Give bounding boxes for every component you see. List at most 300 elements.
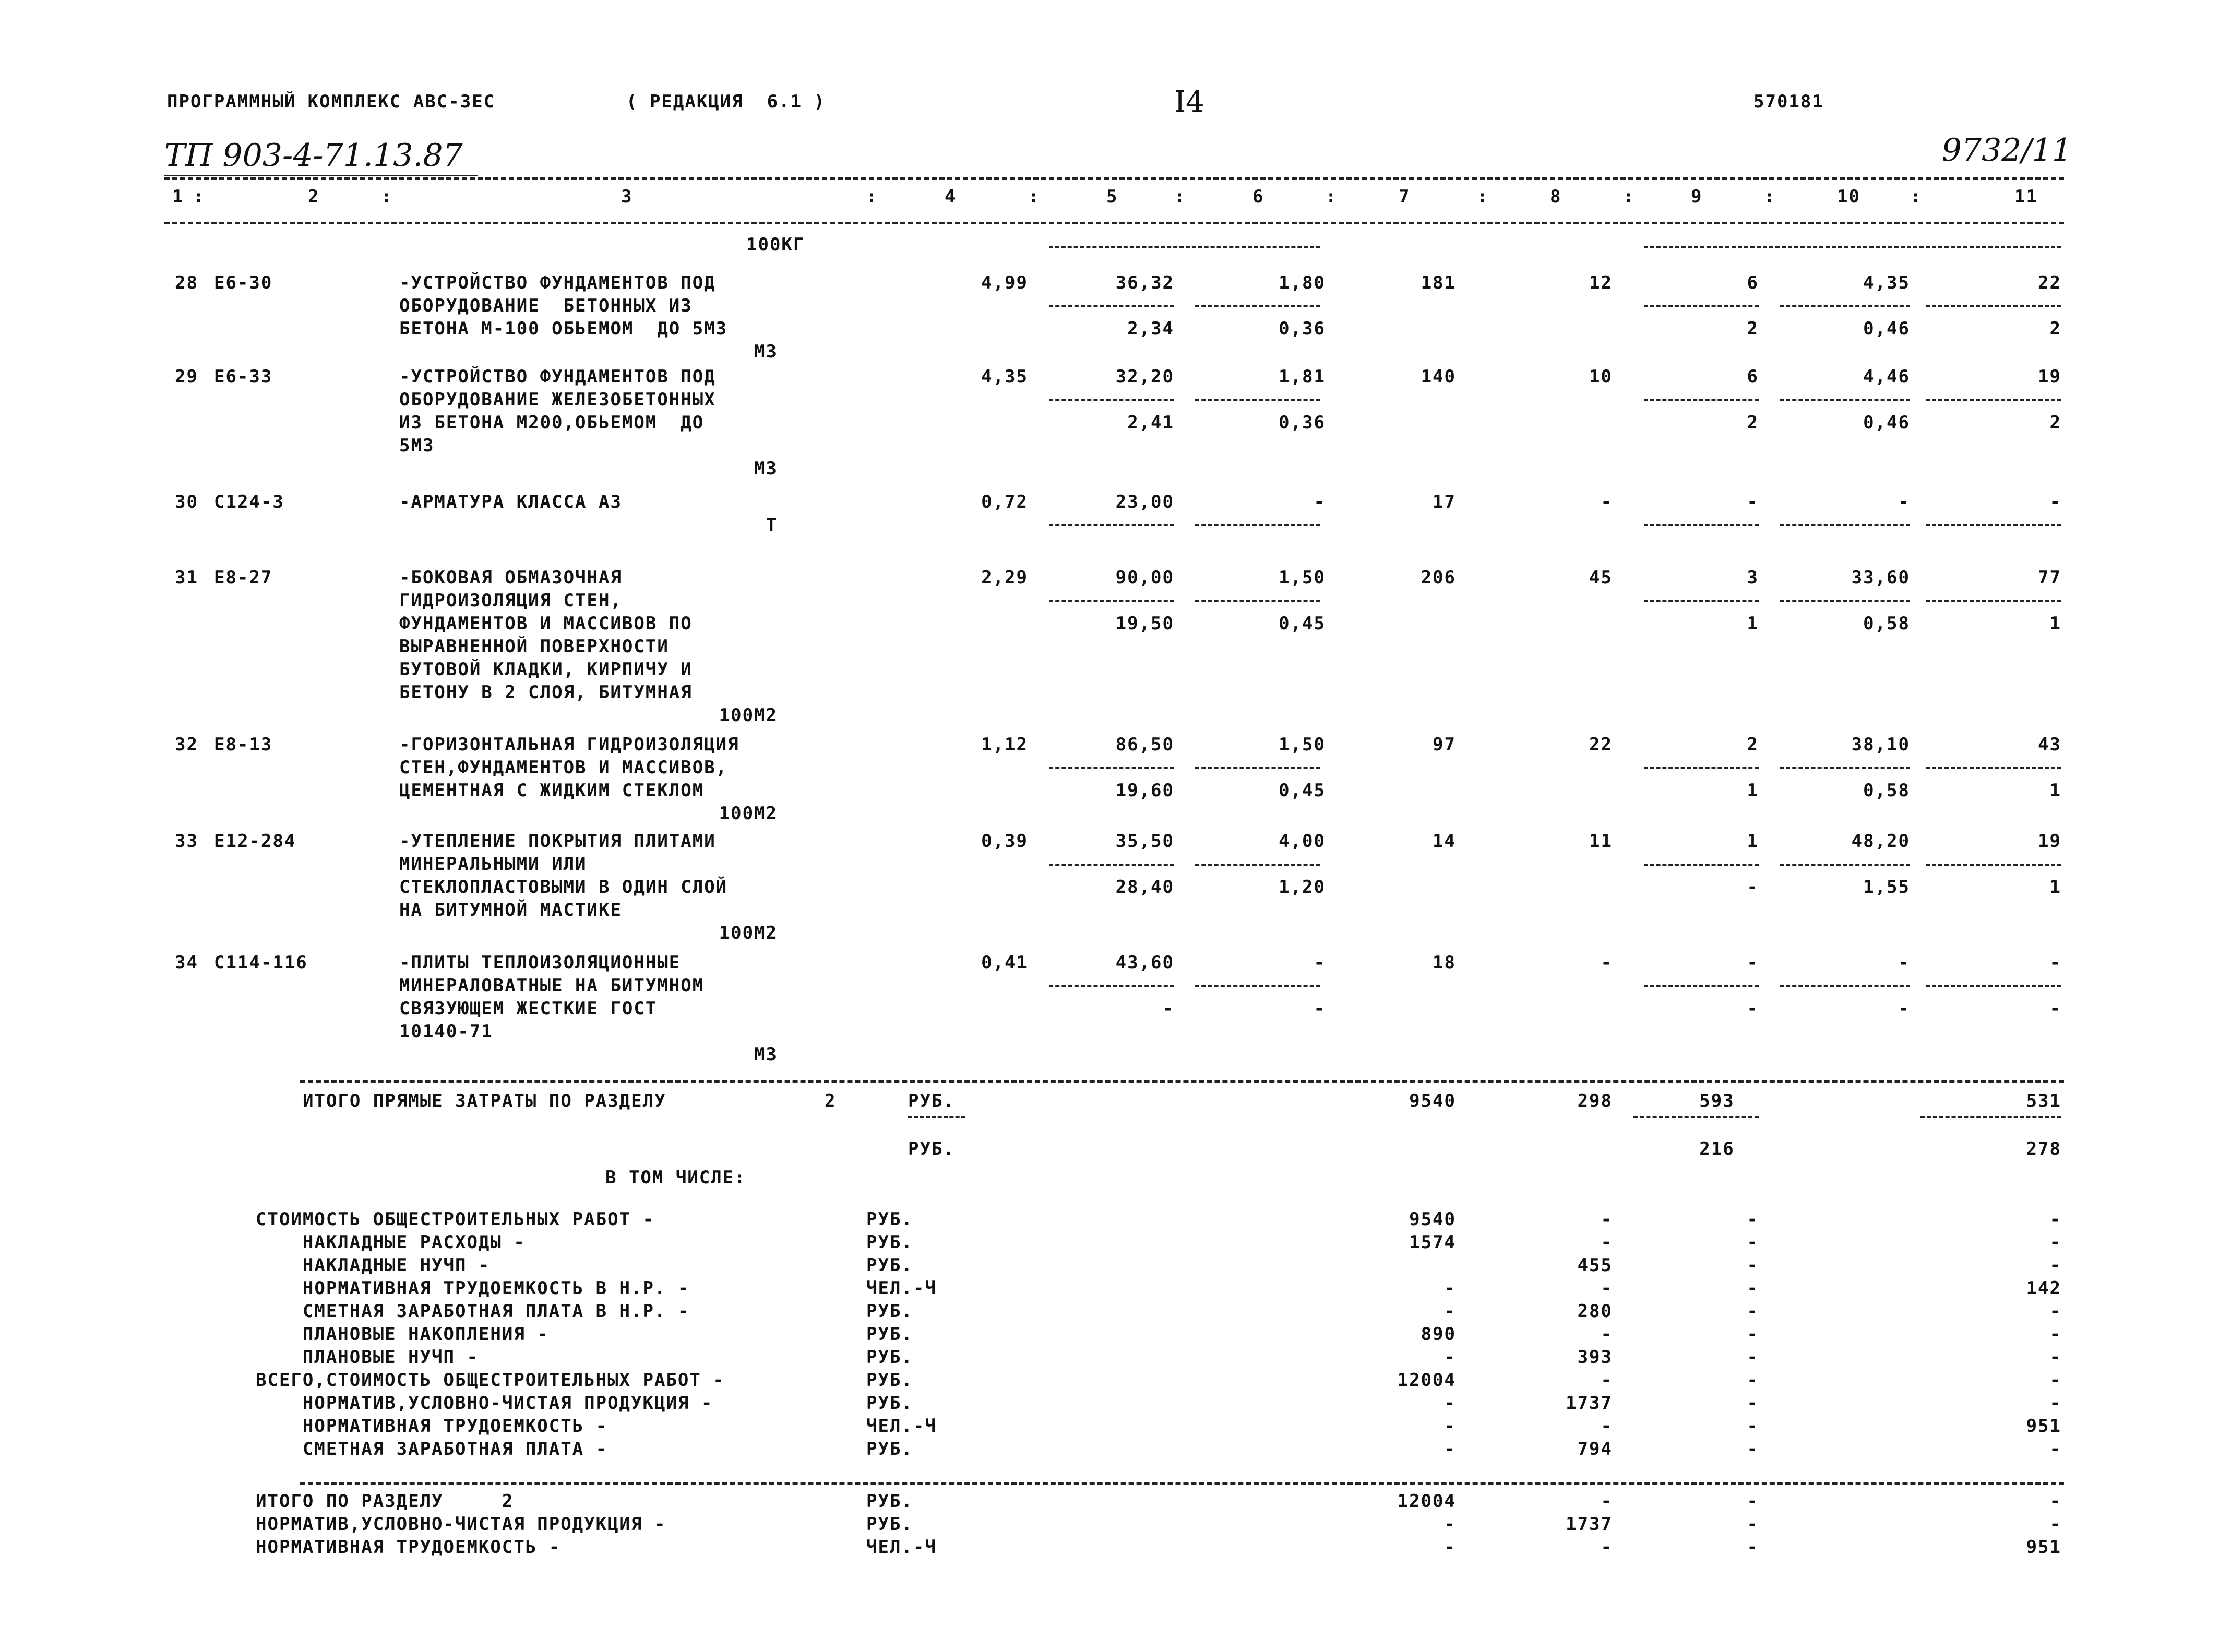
row-quantity: 0,41 <box>981 952 1028 973</box>
row-description-line: ВЫРАВНЕННОЙ ПОВЕРХНОСТИ <box>399 636 669 657</box>
row-col11-top: 22 <box>2038 272 2061 293</box>
totals-label: ИТОГО ПРЯМЫЕ ЗАТРАТЫ ПО РАЗДЕЛУ <box>303 1091 666 1111</box>
summary-label: ПЛАНОВЫЕ НУЧП - <box>256 1347 479 1368</box>
row-col6-top: 1,50 <box>1279 734 1326 755</box>
row-col6-bottom: 0,36 <box>1279 318 1326 339</box>
row-col8: - <box>1601 492 1613 512</box>
row-description-line: МИНЕРАЛЬНЫМИ ИЛИ <box>399 854 587 875</box>
row-col11-top: 77 <box>2038 567 2061 588</box>
column-header-3: 3 <box>621 186 633 207</box>
row-col9-bottom: 1 <box>1747 613 1759 634</box>
totals-unit-b: РУБ. <box>908 1139 955 1159</box>
row-col9-top: - <box>1747 952 1759 973</box>
row-number: 30 <box>175 492 198 512</box>
row-number: 28 <box>175 272 198 293</box>
summary-col8: 393 <box>1577 1347 1613 1368</box>
row-code: Е8-27 <box>214 567 273 588</box>
summary-col11: - <box>2049 1514 2061 1535</box>
summary-col11: 951 <box>2026 1416 2061 1436</box>
row-col6-top: 1,81 <box>1279 366 1326 387</box>
summary-label: СМЕТНАЯ ЗАРАБОТНАЯ ПЛАТА В Н.Р. - <box>256 1301 690 1322</box>
column-separator: : <box>1764 186 1776 207</box>
program-edition: ( РЕДАКЦИЯ 6.1 ) <box>626 91 826 112</box>
row-description-line: ИЗ БЕТОНА М200,ОБЬЕМОМ ДО <box>399 412 705 433</box>
row-col11-bottom: 1 <box>2049 613 2061 634</box>
summary-col7: 12004 <box>1397 1370 1456 1391</box>
cell-divider <box>1926 767 2061 769</box>
summary-col8: - <box>1601 1370 1613 1391</box>
summary-label: НОРМАТИВ,УСЛОВНО-ЧИСТАЯ ПРОДУКЦИЯ - <box>256 1514 666 1535</box>
program-name: ПРОГРАММНЫЙ КОМПЛЕКС АВС-3ЕС <box>167 91 496 112</box>
summary-col7: - <box>1444 1278 1456 1299</box>
totals-col11-top: 531 <box>2026 1091 2061 1111</box>
summary-col9: - <box>1747 1537 1759 1558</box>
row-col10-top: 38,10 <box>1851 734 1910 755</box>
cell-divider <box>1195 600 1320 602</box>
summary-col7: - <box>1444 1537 1456 1558</box>
row-col11-top: 19 <box>2038 366 2061 387</box>
summary-col9: - <box>1747 1514 1759 1535</box>
summary-label: НОРМАТИВНАЯ ТРУДОЕМКОСТЬ В Н.Р. - <box>256 1278 690 1299</box>
row-col5-bottom: 2,41 <box>1127 412 1174 433</box>
summary-col11: - <box>2049 1439 2061 1459</box>
summary-col8: - <box>1601 1324 1613 1345</box>
row-unit: М3 <box>754 341 778 362</box>
row-code: Е8-13 <box>214 734 273 755</box>
rule-carry-a <box>1049 246 1320 248</box>
row-col9-top: 6 <box>1747 366 1759 387</box>
summary-col11: - <box>2049 1491 2061 1512</box>
row-quantity: 2,29 <box>981 567 1028 588</box>
summary-unit: РУБ. <box>866 1393 913 1414</box>
column-separator: : <box>381 186 393 207</box>
row-col11-top: - <box>2049 952 2061 973</box>
summary-col11: - <box>2049 1232 2061 1253</box>
cell-divider <box>1644 305 1759 307</box>
row-number: 33 <box>175 831 198 852</box>
row-col7: 17 <box>1433 492 1456 512</box>
summary-label: НОРМАТИВ,УСЛОВНО-ЧИСТАЯ ПРОДУКЦИЯ - <box>256 1393 713 1414</box>
cell-divider <box>1195 524 1320 526</box>
summary-col11: - <box>2049 1393 2061 1414</box>
column-separator: : <box>1477 186 1489 207</box>
page-number: I4 <box>1174 85 1204 119</box>
row-quantity: 0,72 <box>981 492 1028 512</box>
summary-col9: - <box>1747 1209 1759 1230</box>
row-col6-top: 1,50 <box>1279 567 1326 588</box>
cell-divider <box>1644 524 1759 526</box>
summary-col7: 890 <box>1421 1324 1456 1345</box>
summary-label: НОРМАТИВНАЯ ТРУДОЕМКОСТЬ - <box>256 1537 561 1558</box>
rule-carry-b <box>1644 246 2061 248</box>
row-description-line: СВЯЗУЮЩЕМ ЖЕСТКИЕ ГОСТ <box>399 998 658 1019</box>
totals-col8: 298 <box>1577 1091 1613 1111</box>
summary-col9: - <box>1747 1278 1759 1299</box>
summary-unit: РУБ. <box>866 1370 913 1391</box>
row-code: Е6-30 <box>214 272 273 293</box>
document-id: ТП 903-4-71.13.87 <box>164 137 463 174</box>
row-col6-top: 1,80 <box>1279 272 1326 293</box>
summary-col11: 142 <box>2026 1278 2061 1299</box>
row-col5-top: 43,60 <box>1115 952 1174 973</box>
row-col8: 45 <box>1589 567 1613 588</box>
row-unit: М3 <box>754 1044 778 1065</box>
row-col8: - <box>1601 952 1613 973</box>
row-col9-top: 6 <box>1747 272 1759 293</box>
summary-col7: - <box>1444 1347 1456 1368</box>
row-number: 32 <box>175 734 198 755</box>
summary-unit: РУБ. <box>866 1439 913 1459</box>
cell-divider <box>1780 524 1910 526</box>
row-col5-top: 36,32 <box>1115 272 1174 293</box>
row-description-line: -БОКОВАЯ ОБМАЗОЧНАЯ <box>399 567 622 588</box>
row-col6-bottom: 1,20 <box>1279 877 1326 897</box>
document-code: 570181 <box>1753 91 1824 112</box>
summary-col7: 1574 <box>1409 1232 1456 1253</box>
row-col5-bottom: 19,60 <box>1115 780 1174 801</box>
row-col9-bottom: - <box>1747 877 1759 897</box>
row-description-line: СТЕН,ФУНДАМЕНТОВ И МАССИВОВ, <box>399 757 728 778</box>
summary-col7: 9540 <box>1409 1209 1456 1230</box>
rule-section-total <box>300 1482 2064 1485</box>
row-col8: 12 <box>1589 272 1613 293</box>
row-unit: 100М2 <box>719 923 778 943</box>
row-col7: 97 <box>1433 734 1456 755</box>
summary-label: ВСЕГО,СТОИМОСТЬ ОБЩЕСТРОИТЕЛЬНЫХ РАБОТ - <box>256 1370 725 1391</box>
cell-divider <box>1644 399 1759 401</box>
row-col10-top: 48,20 <box>1851 831 1910 852</box>
row-description-line: БУТОВОЙ КЛАДКИ, КИРПИЧУ И <box>399 659 693 680</box>
column-separator: : <box>1174 186 1186 207</box>
summary-col11: - <box>2049 1255 2061 1276</box>
cell-divider <box>1049 985 1174 987</box>
summary-col11: - <box>2049 1370 2061 1391</box>
row-unit: Т <box>766 514 778 535</box>
summary-col7: - <box>1444 1416 1456 1436</box>
summary-unit: ЧЕЛ.-Ч <box>866 1278 937 1299</box>
cell-divider <box>1780 305 1910 307</box>
cell-divider <box>1049 524 1174 526</box>
cell-divider <box>1926 864 2061 866</box>
row-col5-top: 32,20 <box>1115 366 1174 387</box>
summary-col7: - <box>1444 1439 1456 1459</box>
row-col9-bottom: 2 <box>1747 318 1759 339</box>
row-col5-top: 86,50 <box>1115 734 1174 755</box>
column-separator: : <box>1326 186 1338 207</box>
row-description-line: БЕТОНА М-100 ОБЬЕМОМ ДО 5М3 <box>399 318 728 339</box>
cell-divider <box>1926 399 2061 401</box>
summary-col7: - <box>1444 1301 1456 1322</box>
row-unit: 100М2 <box>719 705 778 726</box>
summary-col11: 951 <box>2026 1537 2061 1558</box>
summary-col11: - <box>2049 1324 2061 1345</box>
summary-col9: - <box>1747 1439 1759 1459</box>
row-col6-bottom: 0,45 <box>1279 613 1326 634</box>
totals-col11-rule <box>1920 1116 2061 1118</box>
row-col10-bottom: 0,46 <box>1863 318 1910 339</box>
summary-col9: - <box>1747 1324 1759 1345</box>
row-col11-top: - <box>2049 492 2061 512</box>
summary-unit: РУБ. <box>866 1301 913 1322</box>
row-description-line: ЦЕМЕНТНАЯ С ЖИДКИМ СТЕКЛОМ <box>399 780 705 801</box>
summary-col9: - <box>1747 1347 1759 1368</box>
row-col10-top: 4,35 <box>1863 272 1910 293</box>
row-quantity: 0,39 <box>981 831 1028 852</box>
row-col11-bottom: 1 <box>2049 780 2061 801</box>
row-col6-top: - <box>1314 492 1326 512</box>
summary-col8: 455 <box>1577 1255 1613 1276</box>
row-col10-top: - <box>1898 492 1910 512</box>
totals-subheading: В ТОМ ЧИСЛЕ: <box>605 1167 746 1188</box>
row-description-line: ГИДРОИЗОЛЯЦИЯ СТЕН, <box>399 590 622 611</box>
summary-col9: - <box>1747 1416 1759 1436</box>
summary-label: ИТОГО ПО РАЗДЕЛУ 2 <box>256 1491 514 1512</box>
row-col6-top: 4,00 <box>1279 831 1326 852</box>
summary-col8: 1737 <box>1566 1393 1613 1414</box>
cell-divider <box>1644 864 1759 866</box>
summary-col8: 1737 <box>1566 1514 1613 1535</box>
row-col5-bottom: 19,50 <box>1115 613 1174 634</box>
cell-divider <box>1195 305 1320 307</box>
row-description-line: -УТЕПЛЕНИЕ ПОКРЫТИЯ ПЛИТАМИ <box>399 831 716 852</box>
row-description-line: 10140-71 <box>399 1021 493 1042</box>
totals-col9-top: 593 <box>1699 1091 1735 1111</box>
cell-divider <box>1049 767 1174 769</box>
cell-divider <box>1644 767 1759 769</box>
summary-unit: РУБ. <box>866 1209 913 1230</box>
summary-label: ПЛАНОВЫЕ НАКОПЛЕНИЯ - <box>256 1324 549 1345</box>
summary-col11: - <box>2049 1347 2061 1368</box>
row-unit: М3 <box>754 458 778 479</box>
row-code: С114-116 <box>214 952 308 973</box>
row-col10-top: 33,60 <box>1851 567 1910 588</box>
totals-col7: 9540 <box>1409 1091 1456 1111</box>
row-col9-top: 1 <box>1747 831 1759 852</box>
summary-col8: - <box>1601 1491 1613 1512</box>
row-code: Е12-284 <box>214 831 296 852</box>
column-header-6: 6 <box>1252 186 1264 207</box>
summary-col9: - <box>1747 1393 1759 1414</box>
summary-col7: - <box>1444 1393 1456 1414</box>
row-col10-bottom: 0,46 <box>1863 412 1910 433</box>
summary-col8: 794 <box>1577 1439 1613 1459</box>
row-col8: 11 <box>1589 831 1613 852</box>
row-col10-bottom: - <box>1898 998 1910 1019</box>
column-header-4: 4 <box>945 186 957 207</box>
rule-top <box>164 177 2064 180</box>
column-header-7: 7 <box>1399 186 1411 207</box>
row-description-line: -УСТРОЙСТВО ФУНДАМЕНТОВ ПОД <box>399 366 716 387</box>
row-col6-bottom: 0,45 <box>1279 780 1326 801</box>
row-col5-top: 23,00 <box>1115 492 1174 512</box>
row-col6-bottom: 0,36 <box>1279 412 1326 433</box>
column-header-11: 11 <box>2014 186 2038 207</box>
row-code: Е6-33 <box>214 366 273 387</box>
column-header-2: 2 <box>308 186 320 207</box>
row-col11-bottom: - <box>2049 998 2061 1019</box>
row-col6-top: - <box>1314 952 1326 973</box>
cell-divider <box>1195 767 1320 769</box>
row-col7: 14 <box>1433 831 1456 852</box>
cell-divider <box>1780 600 1910 602</box>
row-description-line: МИНЕРАЛОВАТНЫЕ НА БИТУМНОМ <box>399 975 705 996</box>
cell-divider <box>1926 985 2061 987</box>
summary-col8: - <box>1601 1278 1613 1299</box>
row-number: 34 <box>175 952 198 973</box>
summary-col8: 280 <box>1577 1301 1613 1322</box>
column-separator: : <box>193 186 205 207</box>
row-number: 31 <box>175 567 198 588</box>
cell-divider <box>1049 864 1174 866</box>
row-col10-bottom: 1,55 <box>1863 877 1910 897</box>
row-description-line: ОБОРУДОВАНИЕ ЖЕЛЕЗОБЕТОННЫХ <box>399 389 716 410</box>
row-col9-top: 3 <box>1747 567 1759 588</box>
row-description-line: -УСТРОЙСТВО ФУНДАМЕНТОВ ПОД <box>399 272 716 293</box>
row-col5-bottom: 2,34 <box>1127 318 1174 339</box>
summary-col9: - <box>1747 1370 1759 1391</box>
row-col11-top: 19 <box>2038 831 2061 852</box>
summary-col8: - <box>1601 1416 1613 1436</box>
row-col11-bottom: 2 <box>2049 318 2061 339</box>
cell-divider <box>1195 864 1320 866</box>
row-col7: 18 <box>1433 952 1456 973</box>
row-unit: 100М2 <box>719 803 778 824</box>
totals-col9-bottom: 216 <box>1699 1139 1735 1159</box>
row-description-line: НА БИТУМНОЙ МАСТИКЕ <box>399 900 622 920</box>
row-description-line: -АРМАТУРА КЛАССА А3 <box>399 492 622 512</box>
row-code: С124-3 <box>214 492 284 512</box>
summary-unit: РУБ. <box>866 1324 913 1345</box>
summary-unit: ЧЕЛ.-Ч <box>866 1537 937 1558</box>
row-col8: 22 <box>1589 734 1613 755</box>
row-col10-bottom: 0,58 <box>1863 780 1910 801</box>
rule-totals-top <box>300 1080 2064 1083</box>
row-description-line: ФУНДАМЕНТОВ И МАССИВОВ ПО <box>399 613 693 634</box>
row-col9-bottom: 1 <box>1747 780 1759 801</box>
cell-divider <box>1780 985 1910 987</box>
row-col10-bottom: 0,58 <box>1863 613 1910 634</box>
cell-divider <box>1926 600 2061 602</box>
row-col9-top: 2 <box>1747 734 1759 755</box>
totals-section: 2 <box>825 1091 837 1111</box>
sheet-number: 9732/11 <box>1941 132 2072 169</box>
row-description-line: 5М3 <box>399 435 435 456</box>
cell-divider <box>1195 399 1320 401</box>
cell-divider <box>1049 399 1174 401</box>
cell-divider <box>1780 767 1910 769</box>
summary-col11: - <box>2049 1209 2061 1230</box>
rule-header-bottom <box>164 222 2064 224</box>
summary-unit: РУБ. <box>866 1232 913 1253</box>
summary-unit: РУБ. <box>866 1491 913 1512</box>
cell-divider <box>1780 864 1910 866</box>
row-col7: 206 <box>1421 567 1456 588</box>
summary-col7: - <box>1444 1514 1456 1535</box>
cell-divider <box>1195 985 1320 987</box>
column-separator: : <box>1910 186 1922 207</box>
row-description-line: -ПЛИТЫ ТЕПЛОИЗОЛЯЦИОННЫЕ <box>399 952 681 973</box>
column-separator: : <box>1623 186 1635 207</box>
row-description-line: -ГОРИЗОНТАЛЬНАЯ ГИДРОИЗОЛЯЦИЯ <box>399 734 739 755</box>
summary-col9: - <box>1747 1301 1759 1322</box>
cell-divider <box>1926 524 2061 526</box>
row-col10-top: 4,46 <box>1863 366 1910 387</box>
row-col11-bottom: 2 <box>2049 412 2061 433</box>
column-header-8: 8 <box>1550 186 1562 207</box>
column-header-1: 1 <box>172 186 184 207</box>
row-col5-top: 35,50 <box>1115 831 1174 852</box>
row-col11-bottom: 1 <box>2049 877 2061 897</box>
summary-label: НАКЛАДНЫЕ РАСХОДЫ - <box>256 1232 526 1253</box>
column-header-9: 9 <box>1691 186 1703 207</box>
row-col5-top: 90,00 <box>1115 567 1174 588</box>
row-col6-bottom: - <box>1314 998 1326 1019</box>
summary-col7: 12004 <box>1397 1491 1456 1512</box>
totals-unit-rule <box>908 1116 965 1118</box>
summary-label: НАКЛАДНЫЕ НУЧП - <box>256 1255 491 1276</box>
row-col10-top: - <box>1898 952 1910 973</box>
summary-label: НОРМАТИВНАЯ ТРУДОЕМКОСТЬ - <box>256 1416 608 1436</box>
row-col9-top: - <box>1747 492 1759 512</box>
row-number: 29 <box>175 366 198 387</box>
summary-unit: РУБ. <box>866 1255 913 1276</box>
row-col5-bottom: 28,40 <box>1115 877 1174 897</box>
column-header-5: 5 <box>1106 186 1118 207</box>
cell-divider <box>1926 305 2061 307</box>
summary-col9: - <box>1747 1232 1759 1253</box>
totals-unit-a: РУБ. <box>908 1091 955 1111</box>
summary-col8: - <box>1601 1537 1613 1558</box>
cell-divider <box>1644 985 1759 987</box>
row-col7: 140 <box>1421 366 1456 387</box>
row-col9-bottom: - <box>1747 998 1759 1019</box>
column-separator: : <box>866 186 878 207</box>
summary-col8: - <box>1601 1209 1613 1230</box>
summary-col11: - <box>2049 1301 2061 1322</box>
totals-col9-rule <box>1633 1116 1759 1118</box>
row-col11-top: 43 <box>2038 734 2061 755</box>
summary-label: СТОИМОСТЬ ОБЩЕСТРОИТЕЛЬНЫХ РАБОТ - <box>256 1209 654 1230</box>
summary-label: СМЕТНАЯ ЗАРАБОТНАЯ ПЛАТА - <box>256 1439 608 1459</box>
row-description-line: БЕТОНУ В 2 СЛОЯ, БИТУМНАЯ <box>399 682 693 703</box>
row-quantity: 1,12 <box>981 734 1028 755</box>
column-header-10: 10 <box>1837 186 1860 207</box>
row-col9-bottom: 2 <box>1747 412 1759 433</box>
row-description-line: ОБОРУДОВАНИЕ БЕТОННЫХ ИЗ <box>399 295 693 316</box>
row-col8: 10 <box>1589 366 1613 387</box>
cell-divider <box>1049 305 1174 307</box>
row-col7: 181 <box>1421 272 1456 293</box>
cell-divider <box>1780 399 1910 401</box>
summary-col9: - <box>1747 1255 1759 1276</box>
column-header-row <box>0 188 2219 209</box>
summary-col8: - <box>1601 1232 1613 1253</box>
row-quantity: 4,99 <box>981 272 1028 293</box>
summary-col9: - <box>1747 1491 1759 1512</box>
cell-divider <box>1644 600 1759 602</box>
row-description-line: СТЕКЛОПЛАСТОВЫМИ В ОДИН СЛОЙ <box>399 877 728 897</box>
row-quantity: 4,35 <box>981 366 1028 387</box>
document-id-underline <box>164 175 478 176</box>
column-separator: : <box>1028 186 1040 207</box>
totals-col11-bottom: 278 <box>2026 1139 2061 1159</box>
summary-unit: ЧЕЛ.-Ч <box>866 1416 937 1436</box>
summary-unit: РУБ. <box>866 1514 913 1535</box>
cell-divider <box>1049 600 1174 602</box>
row-col5-bottom: - <box>1162 998 1174 1019</box>
carry-unit: 100КГ <box>746 234 805 255</box>
summary-unit: РУБ. <box>866 1347 913 1368</box>
